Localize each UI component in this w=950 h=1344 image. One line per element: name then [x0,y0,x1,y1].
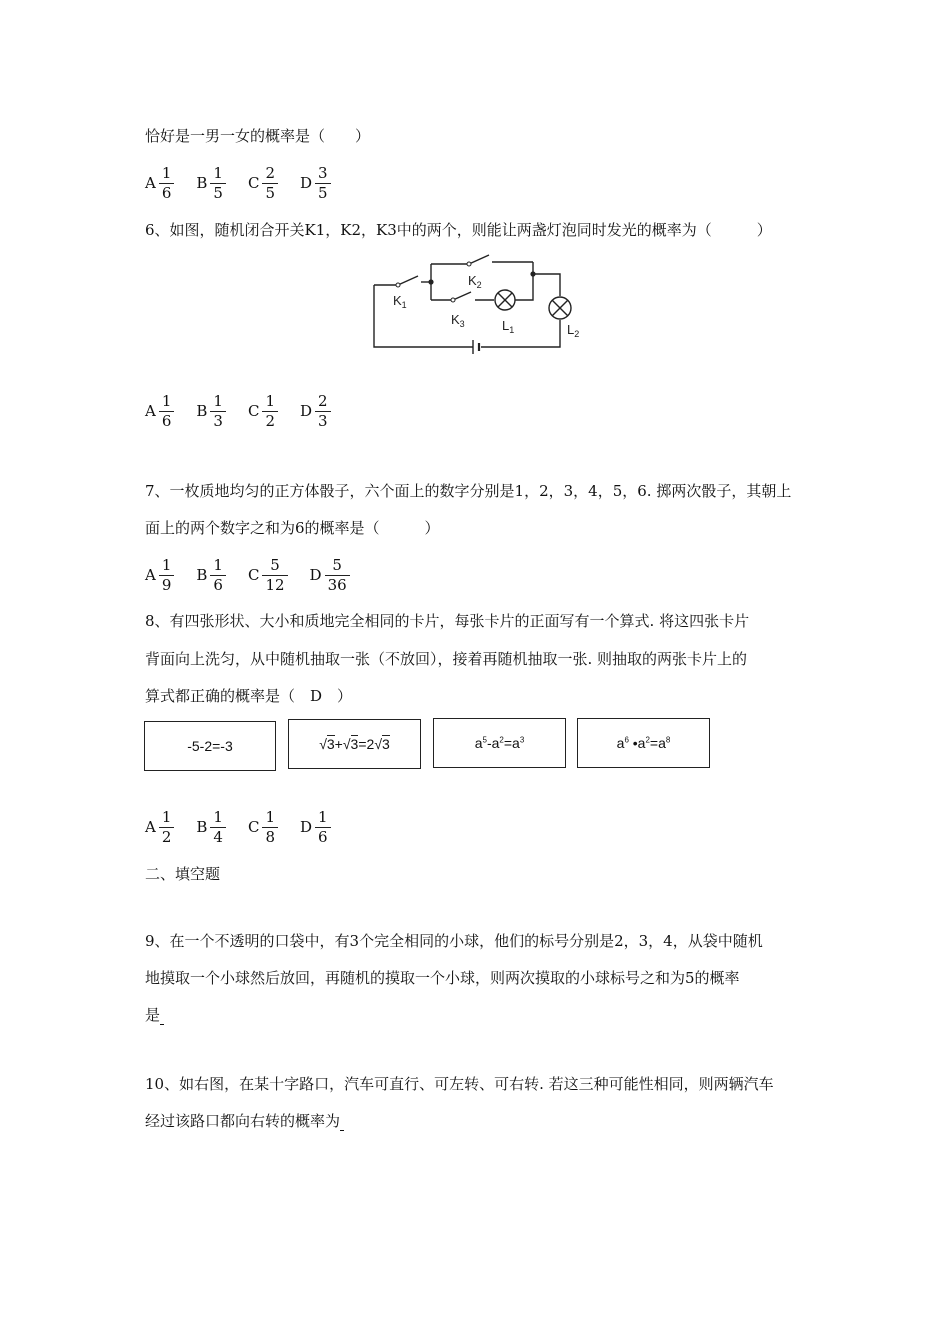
sqrt-symbol: √ [319,736,327,752]
q5-option-a: A $\frac{1}{6}$ [145,164,174,203]
fraction: $\frac{1}{2}$ [262,392,278,431]
fraction: $\frac{1}{9}$ [159,556,175,595]
fraction: $\frac{1}{6}$ [210,556,226,595]
q6-option-a: A $\frac{1}{6}$ [145,392,174,431]
q7-options [145,553,372,597]
card-2-formula: √3+√3=2√3 [319,736,390,752]
fraction: $\frac{1}{2}$ [159,808,175,847]
fraction: $\frac{2}{3}$ [315,392,331,431]
fraction: $\frac{5}{36}$ [325,556,350,595]
q8-options [145,805,353,849]
q5-option-d: D $\frac{3}{5}$ [300,164,331,203]
q7-option-a: A $\frac{1}{9}$ [145,556,174,595]
card-1-formula: -5-2=-3 [187,738,233,754]
k3-label: $K_3$ [451,312,465,329]
fraction: $\frac{1}{6}$ [159,164,175,203]
q8-option-b: B $\frac{1}{4}$ [196,808,226,847]
fraction: $\frac{5}{12}$ [262,556,287,595]
card-2 [288,719,421,769]
q7-line1: 7、一枚质地均匀的正方体骰子，六个面上的数字分别是1，2，3，4，5，6. 掷两次骰子，其朝上 [145,482,792,500]
q8-option-d: D $\frac{1}{6}$ [300,808,331,847]
fraction: $\frac{1}{5}$ [210,164,226,203]
fraction: $\frac{1}{8}$ [262,808,278,847]
q8-line3: 算式都正确的概率是（ D ） [145,687,353,705]
q8-line1: 8、有四张形状、大小和质地完全相同的卡片，每张卡片的正面写有一个算式. 将这四张卡片 [145,612,750,630]
q6-option-d: D $\frac{2}{3}$ [300,392,331,431]
q6-option-c: C $\frac{1}{2}$ [248,392,278,431]
q5-option-b: B $\frac{1}{5}$ [196,164,226,203]
fraction: $\frac{1}{6}$ [159,392,175,431]
q7-option-c: C $\frac{5}{12}$ [248,556,288,595]
q6-options [145,389,353,433]
q10-line2: 经过该路口都向右转的概率为 [145,1111,344,1131]
fraction: $\frac{1}{3}$ [210,392,226,431]
k2-label: $K_2$ [468,273,482,290]
l2-label: $L_2$ [567,322,580,339]
card-4 [577,718,710,768]
l1-label: $L_1$ [502,318,515,335]
fraction: $\frac{2}{5}$ [262,164,278,203]
q7-option-d: D $\frac{5}{36}$ [310,556,350,595]
sqrt-symbol: √ [374,736,382,752]
q8-option-c: C $\frac{1}{8}$ [248,808,278,847]
sqrt-symbol: √ [342,736,351,752]
q7-option-b: B $\frac{1}{6}$ [196,556,226,595]
k1-label: $K_1$ [393,293,407,310]
section-heading: 二、填空题 [145,865,221,883]
q10-line1: 10、如右图，在某十字路口，汽车可直行、可左转、可右转. 若这三种可能性相同，则两辆汽车 [145,1075,774,1093]
circuit-diagram [365,252,595,356]
q7-line2: 面上的两个数字之和为6的概率是（ ） [145,519,440,537]
q6-option-b: B $\frac{1}{3}$ [196,392,226,431]
q5-text: 恰好是一男一女的概率是（ ） [145,127,371,145]
q9-line1: 9、在一个不透明的口袋中，有3个完全相同的小球，他们的标号分别是2，3，4，从袋中随机 [145,932,763,950]
fraction: $\frac{1}{6}$ [315,808,331,847]
card-4-formula: $a^6$ $•a^2=a^8$ [616,735,671,751]
q9-line2: 地摸取一个小球然后放回，再随机的摸取一个小球，则两次摸取的小球标号之和为5的概率 [145,969,740,987]
card-3-formula: $a^5-a^2=a^3$ [474,735,525,751]
q6-text: 6、如图，随机闭合开关K1，K2，K3中的两个，则能让两盏灯泡同时发光的概率为（ ） [145,221,772,239]
q5-options [145,161,353,205]
card-1 [144,721,276,771]
answer-blank[interactable] [160,1010,164,1025]
q5-option-c: C $\frac{2}{5}$ [248,164,278,203]
card-3 [433,718,566,768]
q9-line3: 是 [145,1005,164,1025]
q8-line2: 背面向上洗匀，从中随机抽取一张（不放回），接着再随机抽取一张. 则抽取的两张卡片上的 [145,650,748,668]
answer-blank[interactable] [340,1116,344,1131]
fraction: $\frac{1}{4}$ [210,808,226,847]
q8-option-a: A $\frac{1}{2}$ [145,808,174,847]
fraction: $\frac{3}{5}$ [315,164,331,203]
